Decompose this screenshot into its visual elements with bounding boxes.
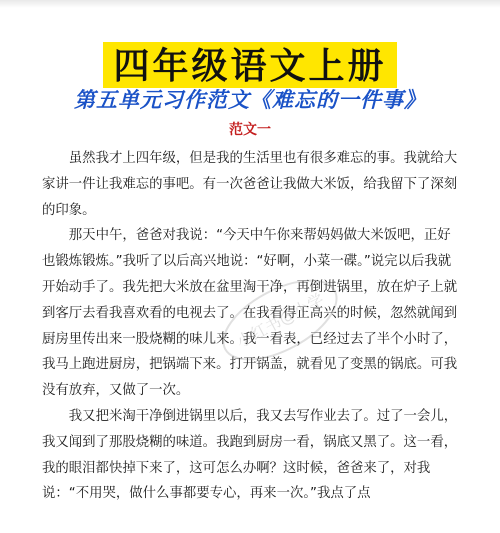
paragraph-1: 虽然我才上四年级，但是我的生活里也有很多难忘的事。我就给大家讲一件让我难忘的事吧。有一次爸爸让我做大米饭，给我留下了深刻的印象。 [42,151,458,218]
page-top-edge [0,0,500,8]
page-title: 四年级语文上册 [103,42,396,88]
paragraph-3: 我又把米淘干净倒进锅里以后，我又去写作业去了。过了一会儿，我又闻到了那股烧糊的味道。我跑到厨房一看，锅底又黑了。这一看，我的眼泪都快掉下来了，这可怎么办啊？这时候，爸爸来了，对我说：“不用哭，做什么事都要专心，再来一次。”我点了点 [42,408,458,502]
essay-body [42,146,462,507]
watermark-text: 小红书@小学 [233,289,328,352]
section-label: 范文一 [229,122,271,138]
page-subtitle: 第五单元习作范文《难忘的一件事》 [74,87,426,112]
paragraph-2: 那天中午，爸爸对我说：“今天中午你来帮妈妈做大米饭吧，正好也锻炼锻炼。”我听了以后高兴地说：“好啊，小菜一碟。”说完以后我就开始动手了。我先把大米放在盆里淘干净，再倒进锅里，放在炉子上就到客厅去看我喜欢看的电视去了。在我看得正高兴的时候，忽然就闻到厨房里传出来一股烧糊的味儿来。我一看表，已经过去了半个小时了，我马上跑进厨房，把锅端下来。打开锅盖，就看见了变黑的锅底。可我没有放弃，又做了一次。 [42,228,458,399]
title-container [0,42,500,88]
